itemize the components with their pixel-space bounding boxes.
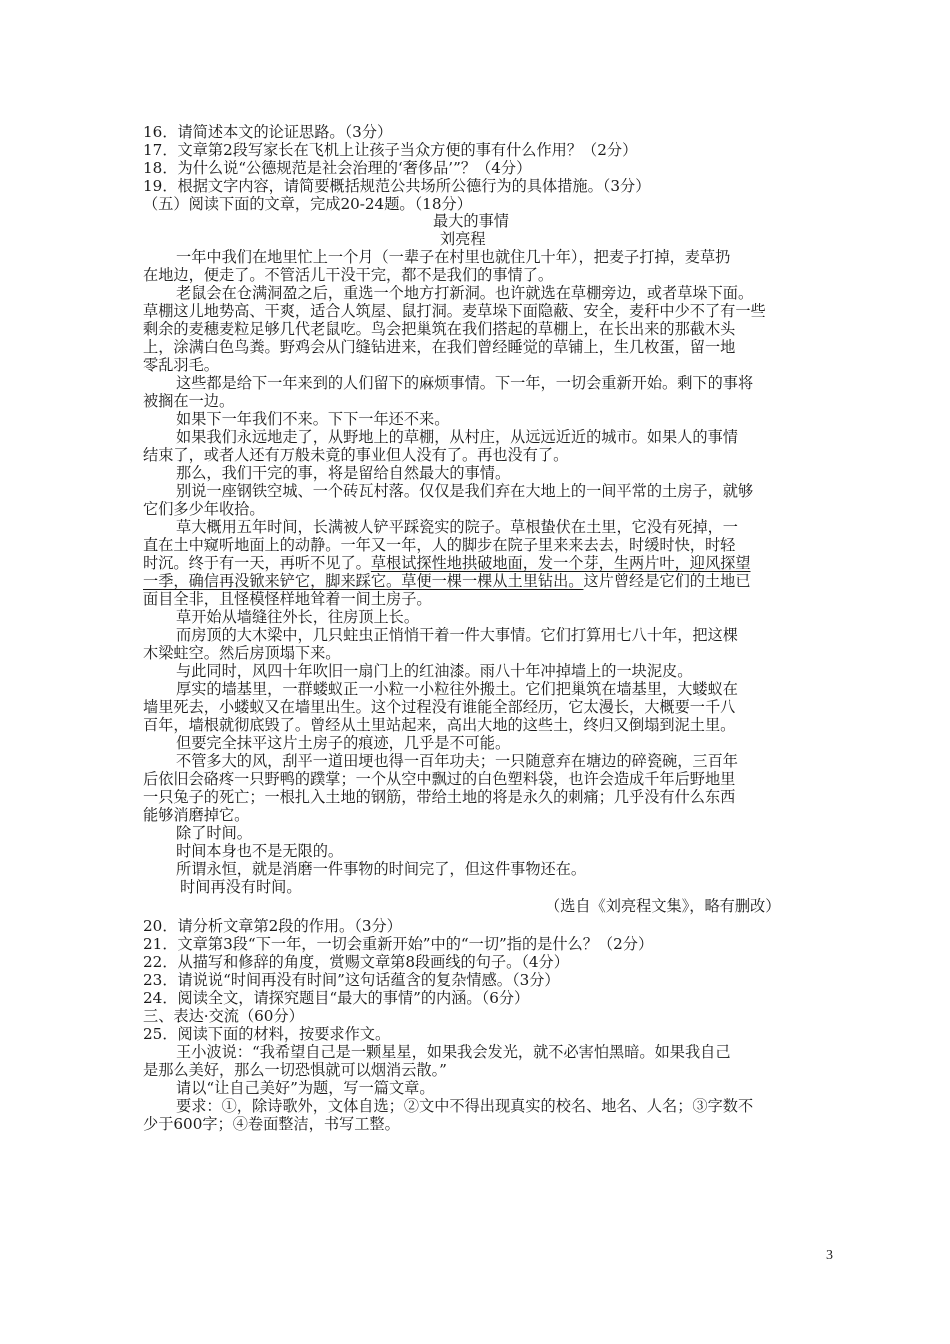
question-25: 25．阅读下面的材料，按要求作文。 (143, 1025, 391, 1043)
plain-text: 这片曾经是它们的土地已 (583, 572, 751, 590)
essay-line: 草开始从墙缝往外长，往房顶上长。 (176, 608, 419, 626)
prompt-line: 请以“让自己美好”为题，写一篇文章。 (176, 1079, 435, 1097)
essay-source: （选自《刘亮程文集》，略有删改） (545, 897, 781, 915)
essay-line: 别说一座钢铁空城、一个砖瓦村落。仅仅是我们弃在大地上的一间平常的土房子，就够 (176, 482, 754, 500)
essay-line: 后依旧会硌疼一只野鸭的蹼掌；一个从空中飘过的白色塑料袋，也许会造成千年后野地里 (143, 770, 736, 788)
essay-line: 零乱羽毛。 (143, 356, 219, 374)
question-20: 20．请分析文章第2段的作用。（3分） (143, 917, 402, 935)
essay-line: 一年中我们在地里忙上一个月（一辈子在村里也就住几十年），把麦子打掉，麦草扔 (176, 248, 731, 266)
essay-line: 直在土中窥听地面上的动静。一年又一年，人的脚步在院子里来来去去，时缓时快，时轻 (143, 536, 736, 554)
essay-line: 与此同时，风四十年吹旧一扇门上的红油漆。雨八十年冲掉墙上的一块泥皮。 (176, 662, 693, 680)
underlined-sentence: 一季，确信再没锨来铲它，脚来踩它。草便一棵一棵从土里钻出。 (143, 572, 584, 590)
essay-line-underlined (143, 572, 751, 590)
essay-line: 不管多大的风，刮平一道田埂也得一百年功夫；一只随意弃在塘边的碎瓷碗，三百年 (176, 752, 738, 770)
essay-line: 老鼠会在仓满洞盈之后，重选一个地方打新洞。也许就选在草棚旁边，或者草垛下面。 (176, 284, 754, 302)
essay-line: 能够消磨掉它。 (143, 806, 250, 824)
essay-line: 如果下一年我们不来。下下一年还不来。 (176, 410, 450, 428)
essay-line: 剩余的麦穗麦粒足够几代老鼠吃。鸟会把巢筑在我们搭起的草棚上，在长出来的那截木头 (143, 320, 736, 338)
essay-line: 它们多少年收拾。 (143, 500, 265, 518)
page-number: 3 (826, 1248, 833, 1263)
essay-line: 在地边，便走了。不管活儿干没干完，都不是我们的事情了。 (143, 266, 554, 284)
essay-line: 这些都是给下一年来到的人们留下的麻烦事情。下一年，一切会重新开始。剩下的事将 (176, 374, 754, 392)
essay-line: 结束了，或者人还有万般未竟的事业但人没有了。再也没有了。 (143, 446, 569, 464)
essay-line: 如果我们永远地走了，从野地上的草棚，从村庄，从远远近近的城市。如果人的事情 (176, 428, 738, 446)
prompt-line: 少于600字；④卷面整洁，书写工整。 (143, 1115, 400, 1133)
question-16: 16．请简述本文的论证思路。（3分） (143, 123, 393, 141)
plain-text: 时沉。终于有一天，再听不见了。 (143, 554, 371, 572)
prompt-line: 要求：①，除诗歌外，文体自选；②文中不得出现真实的校名、地名、人名；③字数不 (176, 1097, 754, 1115)
underlined-sentence: 草根试探性地拱破地面，发一个芽，生两片叶，迎风探望 (370, 554, 751, 572)
section-5-intro: （五）阅读下面的文章，完成20-24题。（18分） (143, 195, 472, 213)
essay-line: 被搁在一边。 (143, 392, 235, 410)
section-3-heading: 三、表达·交流（60分） (143, 1007, 304, 1025)
prompt-line: 是那么美好，那么一切恐惧就可以烟消云散。” (143, 1061, 447, 1079)
question-18: 18．为什么说“公德规范是社会治理的‘奢侈品’”？（4分） (143, 159, 532, 177)
essay-line: 除了时间。 (176, 824, 252, 842)
essay-line: 面目全非，且怪模怪样地耸着一间土房子。 (143, 590, 432, 608)
essay-line: 但要完全抹平这片土房子的痕迹，几乎是不可能。 (176, 734, 511, 752)
prompt-line: 王小波说：“我希望自己是一颗星星，如果我会发光，就不必害怕黑暗。如果我自己 (176, 1043, 731, 1061)
essay-line: 墙里死去，小蝼蚁又在墙里出生。这个过程没有谁能全部经历，它太漫长，大概要一千八 (143, 698, 736, 716)
essay-line: 一只兔子的死亡；一根扎入土地的钢筋，带给土地的将是永久的刺痛；几乎没有什么东西 (143, 788, 736, 806)
question-21: 21．文章第3段“下一年，一切会重新开始”中的“一切”指的是什么？（2分） (143, 935, 654, 953)
essay-author: 刘亮程 (440, 230, 486, 248)
essay-line: 草大概用五年时间，长满被人铲平踩瓷实的院子。草根蛰伏在土里，它没有死掉，一 (176, 518, 738, 536)
question-19: 19．根据文字内容，请简要概括规范公共场所公德行为的具体措施。（3分） (143, 177, 651, 195)
question-23: 23．请说说“时间再没有时间”这句话蕴含的复杂情感。（3分） (143, 971, 560, 989)
essay-line: 上，涂满白色鸟粪。野鸡会从门缝钻进来，在我们曾经睡觉的草铺上，生几枚蛋，留一地 (143, 338, 736, 356)
essay-line-underlined (143, 554, 751, 572)
essay-line: 那么，我们干完的事，将是留给自然最大的事情。 (176, 464, 511, 482)
essay-line: 所谓永恒，就是消磨一件事物的时间完了，但这件事物还在。 (176, 860, 587, 878)
question-24: 24．阅读全文，请探究题目“最大的事情”的内涵。（6分） (143, 989, 530, 1007)
essay-title: 最大的事情 (433, 212, 509, 230)
essay-line: 草棚这儿地势高、干爽，适合人筑屋、鼠打洞。麦草垛下面隐蔽、安全，麦秆中少不了有一些 (143, 302, 766, 320)
question-22: 22．从描写和修辞的角度，赏赐文章第8段画线的句子。（4分） (143, 953, 569, 971)
essay-line: 百年，墙根就彻底毁了。曾经从土里站起来，高出大地的这些土，终归又倒塌到泥土里。 (143, 716, 736, 734)
essay-line: 而房顶的大木梁中，几只蛀虫正悄悄干着一件大事情。它们打算用七八十年，把这棵 (176, 626, 738, 644)
essay-line: 时间再没有时间。 (180, 878, 302, 896)
essay-line: 厚实的墙基里，一群蝼蚁正一小粒一小粒往外搬土。它们把巢筑在墙基里，大蝼蚁在 (176, 680, 738, 698)
essay-line: 时间本身也不是无限的。 (176, 842, 344, 860)
essay-line: 木梁蛀空。然后房顶塌下来。 (143, 644, 341, 662)
question-17: 17．文章第2段写家长在飞机上让孩子当众方便的事有什么作用？（2分） (143, 141, 638, 159)
